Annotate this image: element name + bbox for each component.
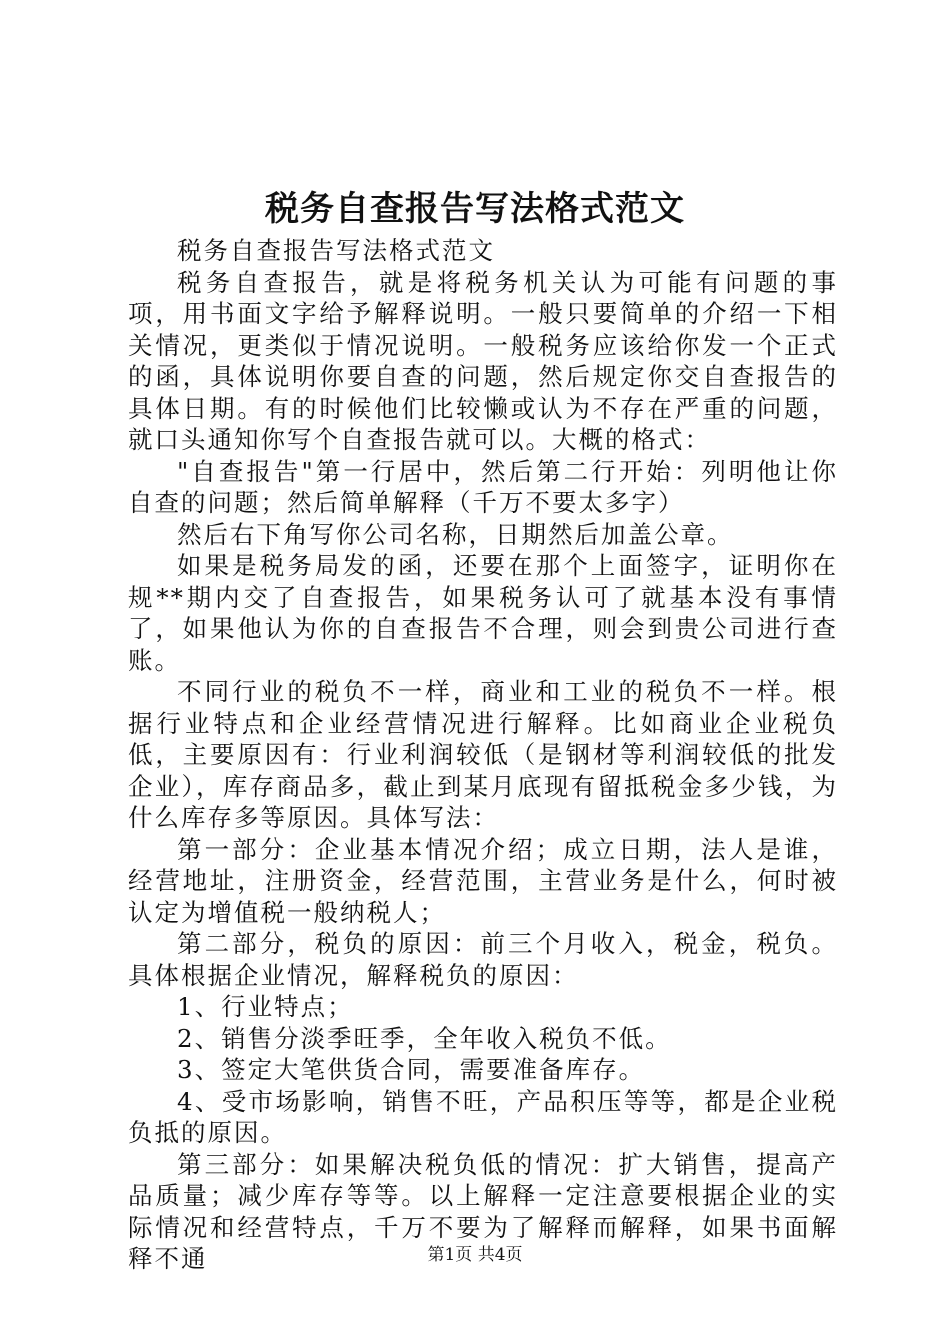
page-number-footer: 第1页 共4页 [427, 1245, 523, 1265]
paragraph-industry-tax: 不同行业的税负不一样，商业和工业的税负不一样。根据行业特点和企业经营情况进行解释。比如商业企业税负低，主要原因有：行业利润较低（是钢材等利润较低的批发企业），库存商品多，截止到某月底现有留抵税金多少钱，为什么库存多等原因。具体写法： [128, 677, 838, 832]
document-title: 税务自查报告写法格式范文 [265, 189, 685, 229]
paragraph-signature: 然后右下角写你公司名称，日期然后加盖公章。 [177, 519, 734, 549]
paragraph-tax-bureau-letter: 如果是税务局发的函，还要在那个上面签字，证明你在规**期内交了自查报告，如果税务认可了就基本没有事情了，如果他认为你的自查报告不合理，则会到贵公司进行查账。 [128, 551, 838, 675]
list-item: 1、行业特点； [177, 992, 354, 1021]
paragraph-format: "自查报告"第一行居中，然后第二行开始：列明他让你自查的问题；然后简单解释（千万不要太多字） [128, 456, 838, 517]
paragraph-subtitle: 税务自查报告写法格式范文 [177, 236, 495, 265]
paragraph-definition: 税务自查报告，就是将税务机关认为可能有问题的事项，用书面文字给予解释说明。一般只要简单的介绍一下相关情况，更类似于情况说明。一般税务应该给你发一个正式的函，具体说明你要自查的问题，然后规定你交自查报告的具体日期。有的时候他们比较懒或认为不存在严重的问题，就口头通知你写个自查报告就可以。大概的格式： [128, 267, 838, 454]
paragraph-part-one: 第一部分：企业基本情况介绍；成立日期，法人是谁，经营地址，注册资金，经营范围，主营业务是什么，何时被认定为增值税一般纳税人； [128, 834, 838, 927]
paragraph-part-two: 第二部分，税负的原因：前三个月收入，税金，税负。具体根据企业情况，解释税负的原因： [128, 929, 838, 990]
list-item: 3、签定大笔供货合同，需要准备库存。 [177, 1055, 646, 1084]
document-body [128, 235, 838, 1275]
paragraph-part-three: 第三部分：如果解决税负低的情况：扩大销售，提高产品质量；减少库存等等。以上解释一定注意要根据企业的实际情况和经营特点，千万不要为了解释而解释，如果书面解释不通 [128, 1149, 838, 1273]
list-item: 2、销售分淡季旺季，全年收入税负不低。 [177, 1023, 672, 1053]
list-item: 4、受市场影响，销售不旺，产品积压等等，都是企业税负抵的原因。 [128, 1086, 838, 1147]
